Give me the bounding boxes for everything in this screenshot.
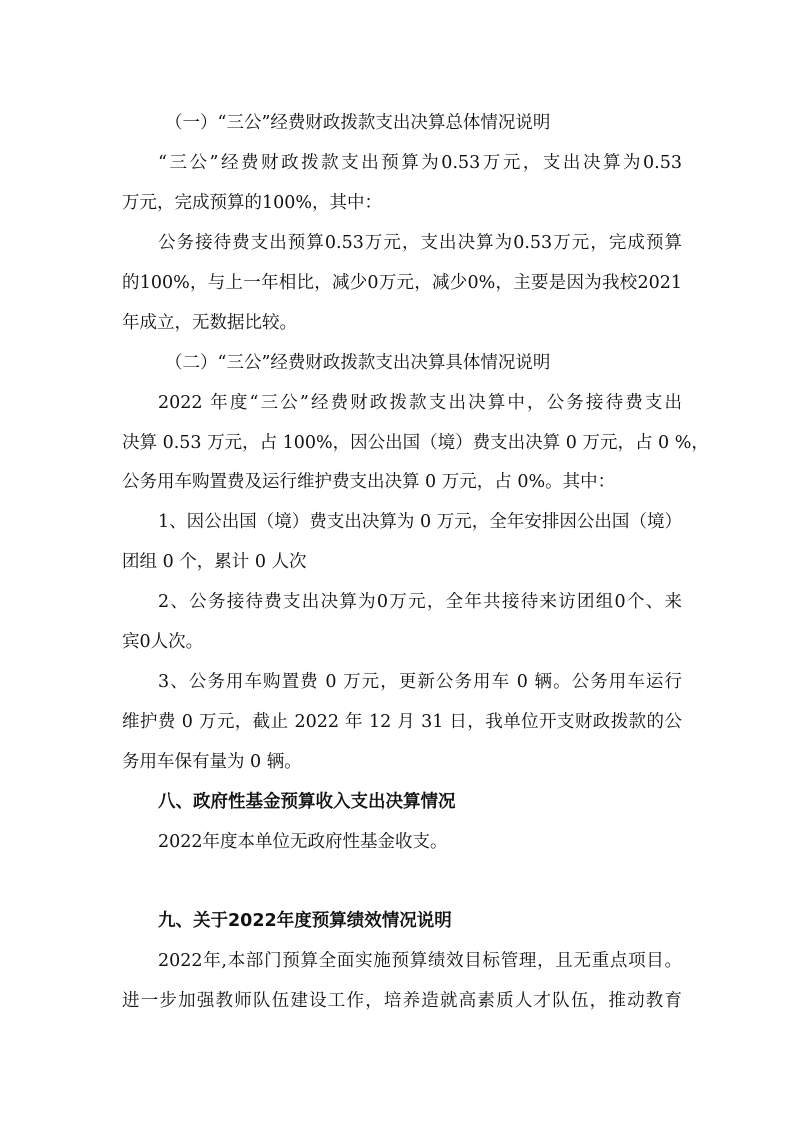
detail-paragraph-line: 公务用车购置费及运行维护费支出决算 0 万元，占 0%。其中： [122, 472, 616, 492]
item-2-line: 宾0人次。 [122, 632, 204, 652]
overall-paragraph-line: 万元，完成预算的100%，其中： [122, 193, 383, 213]
item-1-line: 团组 0 个，累计 0 人次 [122, 552, 307, 572]
reception-paragraph-line: 的100%，与上一年相比，减少0万元，减少0%，主要是因为我校2021 [122, 273, 682, 293]
section-9-heading: 九、关于2022年度预算绩效情况说明 [158, 911, 452, 931]
item-3-line: 维护费 0 万元，截止 2022 年 12 月 31 日，我单位开支财政拨款的公 [122, 712, 682, 732]
section-8-heading: 八、政府性基金预算收入支出决算情况 [158, 792, 456, 812]
item-3-line: 3、公务用车购置费 0 万元，更新公务用车 0 辆。公务用车运行 [158, 672, 682, 692]
section-detail-title: （二）“三公”经费财政拨款支出决算具体情况说明 [165, 353, 551, 373]
item-2-line: 2、公务接待费支出决算为0万元，全年共接待来访团组0个、来 [158, 592, 682, 612]
detail-paragraph-line: 2022 年度“三公”经费财政拨款支出决算中，公务接待费支出 [158, 393, 682, 413]
reception-paragraph-line: 公务接待费支出预算0.53万元，支出决算为0.53万元，完成预算 [158, 233, 682, 253]
overall-paragraph-line: “三公”经费财政拨款支出预算为0.53万元，支出决算为0.53 [158, 153, 682, 173]
detail-paragraph-line: 决算 0.53 万元，占 100%，因公出国（境）费支出决算 0 万元，占 0 %， [122, 433, 709, 453]
section-8-body: 2022年度本单位无政府性基金收支。 [158, 832, 448, 852]
section-9-line: 进一步加强教师队伍建设工作，培养造就高素质人才队伍，推动教育 [122, 991, 682, 1011]
item-3-line: 务用车保有量为 0 辆。 [122, 752, 302, 772]
item-1-line: 1、因公出国（境）费支出决算为 0 万元，全年安排因公出国（境） [158, 512, 682, 532]
reception-paragraph-line: 年成立，无数据比较。 [122, 313, 297, 333]
section-9-line: 2022年,本部门预算全面实施预算绩效目标管理，且无重点项目。 [158, 951, 682, 971]
section-overall-title: （一）“三公”经费财政拨款支出决算总体情况说明 [165, 113, 551, 133]
